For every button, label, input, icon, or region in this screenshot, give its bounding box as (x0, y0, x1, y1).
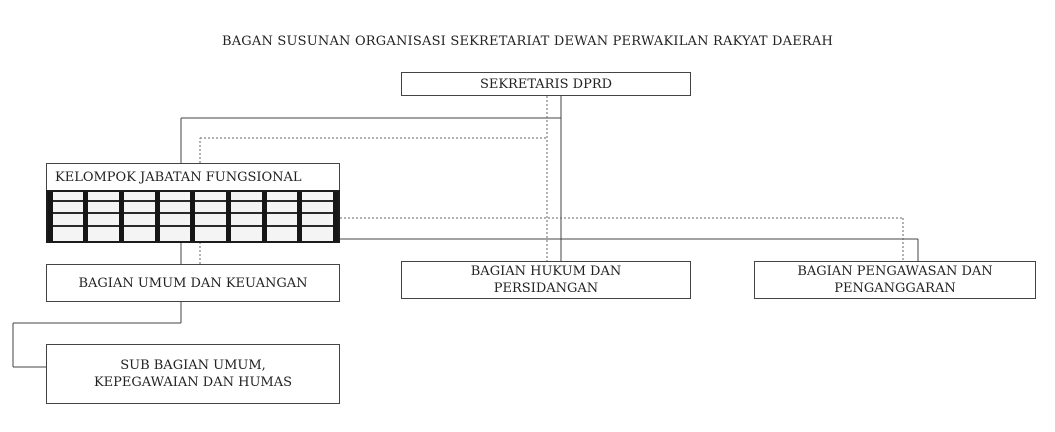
grid-column-line (83, 192, 88, 241)
grid-column-line (297, 192, 302, 241)
sub-bagian-umum-label: SUB BAGIAN UMUM, KEPEGAWAIAN DAN HUMAS (93, 358, 293, 390)
grid-column-line (48, 192, 53, 241)
bagian-hukum-box (401, 261, 691, 299)
bagian-pengawasan-label: BAGIAN PENGAWASAN DAN PENGANGGARAN (797, 264, 993, 296)
bagian-umum-keuangan-label: BAGIAN UMUM DAN KEUANGAN (78, 275, 308, 291)
sub-bagian-umum-box (46, 344, 340, 404)
grid-column-line (226, 192, 231, 241)
bagian-hukum-label: BAGIAN HUKUM DAN PERSIDANGAN (470, 264, 622, 296)
sekretaris-label: SEKRETARIS DPRD (479, 76, 613, 92)
chart-title: BAGAN SUSUNAN ORGANISASI SEKRETARIAT DEWAN PERWAKILAN RAKYAT DAERAH (221, 34, 834, 49)
grid-column-line (333, 192, 338, 241)
grid-column-line (155, 192, 160, 241)
grid-column-line (262, 192, 267, 241)
kelompok-label: KELOMPOK JABATAN FUNGSIONAL (55, 170, 302, 185)
kelompok-jabatan-grid (46, 190, 340, 243)
bagian-umum-keuangan-box (46, 264, 340, 302)
grid-column-line (119, 192, 124, 241)
sekretaris-box (401, 72, 691, 96)
grid-column-line (190, 192, 195, 241)
kelompok-jabatan-box (46, 163, 340, 191)
bagian-pengawasan-box (754, 261, 1036, 299)
